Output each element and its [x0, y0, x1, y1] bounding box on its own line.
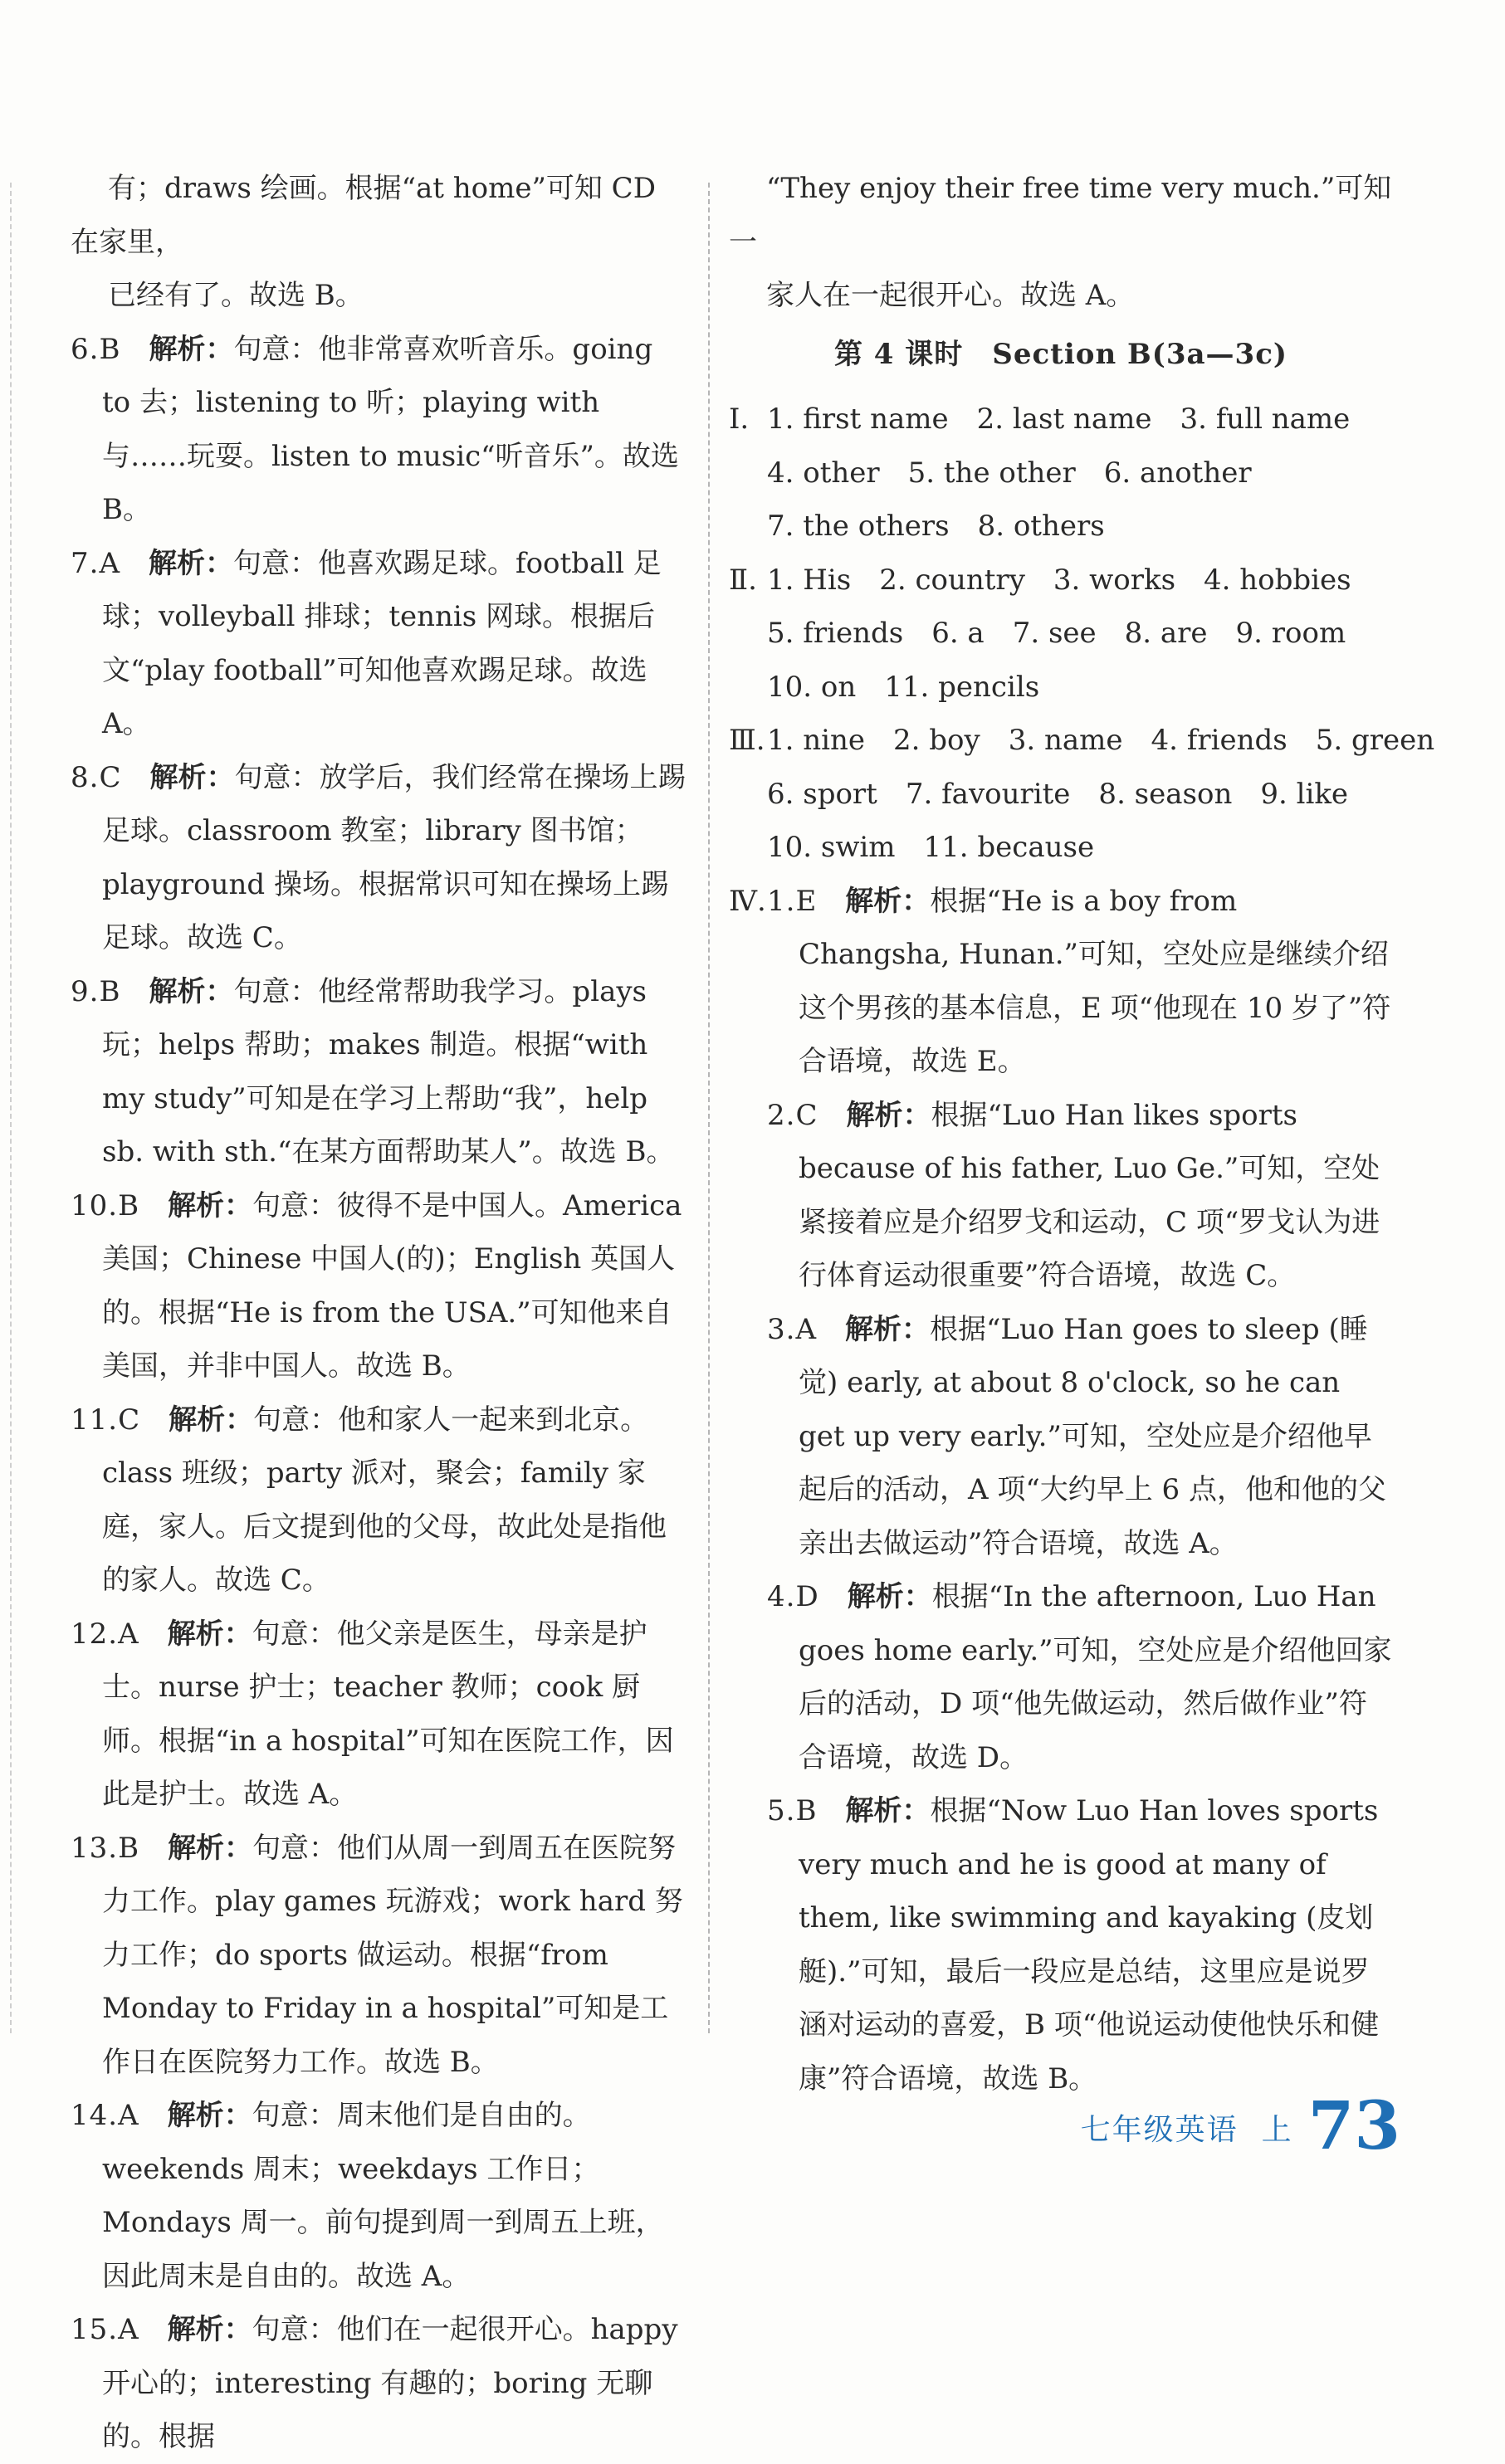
- group-line: 4. other 5. the other 6. another: [767, 456, 1252, 490]
- explanation-text: 句意：周末他们是自由的。weekends 周末；weekdays 工作日；Mondays 周一。前句提到周一到周五上班，因此周末是自由的。故选 A。: [102, 2099, 664, 2293]
- group-line: 7. the others 8. others: [767, 510, 1105, 543]
- explanation-label: 解析：: [845, 1312, 930, 1346]
- explanation-text: 根据“He is a boy from Changsha, Hunan.”可知，空处应是继续介绍这个男孩的基本信息，E 项“他现在 10 岁了”符合语境，故选 E。: [799, 884, 1391, 1078]
- answer-number: 8.C: [71, 760, 122, 794]
- group-line: 10. swim 11. because: [767, 831, 1095, 864]
- group-line: 1. first name 2. last name 3. full name: [767, 403, 1351, 436]
- answer-number: 4.D: [767, 1580, 819, 1613]
- answer-number: 13.B: [71, 1831, 140, 1865]
- explanation-text: 根据“Luo Han goes to sleep (睡觉) early, at about 8 o'clock, so he can get up very early.”可知，空处应是介绍他早起后的活动，A 项“大约早上 6 点，他和他的父亲出去做运动”符合语境，故选 A。: [799, 1312, 1386, 1560]
- explanation-label: 解析：: [168, 1188, 253, 1222]
- answer-number: 5.B: [767, 1794, 818, 1827]
- answer-number: 6.B: [71, 332, 121, 366]
- volume-label: 上: [1261, 2113, 1292, 2147]
- answer-item: [71, 965, 689, 1179]
- explanation-text: 根据“Luo Han likes sports because of his father, Luo Ge.”可知，空处紧接着应是介绍罗戈和运动，C 项“罗戈认为进行体育运动很重要”符合语境，故选 C。: [799, 1098, 1380, 1292]
- answer-item: [71, 537, 689, 751]
- answer-number: 10.B: [71, 1188, 140, 1222]
- answer-item: [767, 1570, 1393, 1784]
- continuation-line: 家人在一起很开心。故选 A。: [766, 279, 1135, 312]
- explanation-text: 根据“In the afternoon, Luo Han goes home early.”可知，空处应是介绍他回家后的活动，D 项“他先做运动，然后做作业”符合语境，故选 D。: [799, 1580, 1392, 1774]
- answer-item: [71, 1179, 689, 1393]
- answer-number: 3.A: [767, 1312, 817, 1346]
- group-label: Ⅳ.: [729, 884, 766, 918]
- answer-number: 2.C: [767, 1098, 818, 1132]
- answer-list: [71, 323, 689, 2464]
- explanation-label: 解析：: [845, 884, 931, 918]
- explanation-text: 句意：彼得不是中国人。America 美国；Chinese 中国人(的)；English 英国人的。根据“He is from the USA.”可知他来自美国，并非中国人。故选 B。: [102, 1188, 682, 1383]
- explanation-text: 句意：他和家人一起来到北京。class 班级；party 派对，聚会；family 家庭，家人。后文提到他的父母，故此处是指他的家人。故选 C。: [102, 1403, 667, 1597]
- answer-number: 14.A: [71, 2099, 139, 2132]
- page-footer: [1080, 2086, 1400, 2164]
- group-line: 1. His 2. country 3. works 4. hobbies: [767, 563, 1351, 597]
- explanation-label: 解析：: [149, 974, 234, 1008]
- answer-item: [71, 1608, 689, 1822]
- explanation-label: 解析：: [845, 1794, 931, 1827]
- explanation-text: 句意：他父亲是医生，母亲是护士。nurse 护士；teacher 教师；cook 厨师。根据“in a hospital”可知在医院工作，因此是护士。故选 A。: [102, 1617, 674, 1811]
- answer-item: [71, 1393, 689, 1608]
- explanation-label: 解析：: [169, 1403, 254, 1437]
- left-column: [71, 162, 689, 2464]
- answer-item: [71, 323, 689, 537]
- column-divider: [708, 183, 710, 2033]
- explanation-label: 解析：: [847, 1580, 932, 1613]
- group-4: [729, 875, 1393, 2106]
- explanation-text: 句意：他们在一起很开心。happy 开心的；interesting 有趣的；boring 无聊的。根据: [102, 2313, 678, 2453]
- explanation-text: 句意：他经常帮助我学习。plays 玩；helps 帮助；makes 制造。根据“with my study”可知是在学习上帮助“我”，help sb. with sth.“在某方面帮助某人”。故选 B。: [102, 974, 675, 1169]
- explanation-label: 解析：: [167, 2313, 252, 2346]
- answer-item: [71, 2089, 689, 2303]
- explanation-text: 根据“Now Luo Han loves sports very much and he is good at many of them, like swimming and kayaking (皮划艇).”可知，最后一段应是总结，这里应是说罗涵对运动的喜爱，B 项“他说运动使他快乐和健康”符合语境，故选 B。: [799, 1794, 1380, 2096]
- explanation-label: 解析：: [167, 1617, 252, 1651]
- group-line: 10. on 11. pencils: [767, 670, 1040, 704]
- continuation-line: 有；draws 绘画。根据“at home”可知 CD 在家里，: [71, 172, 656, 259]
- answer-item: [767, 1303, 1393, 1571]
- section-title: 第 4 课时 Section B(3a—3c): [833, 337, 1288, 371]
- group-2: [729, 554, 1393, 715]
- answer-number: 15.A: [71, 2313, 139, 2346]
- answer-item: [71, 1822, 689, 2090]
- continuation-line: “They enjoy their free time very much.”可知一: [729, 172, 1392, 259]
- answer-item: [767, 875, 1393, 1089]
- answer-number: 1.E: [767, 884, 818, 918]
- explanation-text: 句意：他们从周一到周五在医院努力工作。play games 玩游戏；work hard 努力工作；do sports 做运动。根据“from Monday to Friday in a hospital”可知是工作日在医院努力工作。故选 B。: [102, 1831, 683, 2079]
- group-3: [729, 714, 1435, 875]
- answer-item: [767, 1784, 1393, 2105]
- left-continuation: [71, 162, 689, 323]
- explanation-label: 解析：: [149, 332, 234, 366]
- answer-number: 11.C: [71, 1403, 141, 1437]
- continuation-line: 已经有了。故选 B。: [108, 279, 364, 312]
- explanation-label: 解析：: [149, 760, 235, 794]
- group-line: 1. nine 2. boy 3. name 4. friends 5. green: [767, 724, 1435, 757]
- right-column: [729, 162, 1435, 2105]
- group-1: [729, 393, 1393, 554]
- answer-number: 12.A: [71, 1617, 139, 1651]
- answer-number: 7.A: [71, 546, 120, 580]
- book-label: 七年级英语: [1080, 2113, 1239, 2147]
- answer-item: [71, 2303, 689, 2464]
- page-edge-rule: [10, 183, 12, 2033]
- explanation-label: 解析：: [149, 546, 233, 580]
- explanation-label: 解析：: [167, 2099, 252, 2132]
- page-number: 73: [1307, 2086, 1400, 2164]
- explanation-text: 句意：放学后，我们经常在操场上踢足球。classroom 教室；library 图书馆；playground 操场。根据常识可知在操场上踢足球。故选 C。: [102, 760, 687, 954]
- answer-item: [71, 751, 689, 965]
- answer-list: [767, 875, 1393, 2106]
- explanation-text: 句意：他喜欢踢足球。football 足球；volleyball 排球；tennis 网球。根据后文“play football”可知他喜欢踢足球。故选 A。: [102, 546, 662, 740]
- explanation-text: 句意：他非常喜欢听音乐。going to 去；listening to 听；playing with 与……玩耍。listen to music“听音乐”。故选 B。: [102, 332, 679, 526]
- group-label: Ⅲ.: [729, 724, 765, 757]
- group-label: Ⅰ.: [729, 403, 750, 436]
- group-line: 6. sport 7. favourite 8. season 9. like: [767, 777, 1349, 811]
- answer-item: [767, 1089, 1393, 1303]
- explanation-label: 解析：: [846, 1098, 931, 1132]
- group-line: 5. friends 6. a 7. see 8. are 9. room: [767, 617, 1346, 650]
- right-continuation: [729, 162, 1393, 323]
- explanation-label: 解析：: [168, 1831, 253, 1865]
- answer-number: 9.B: [71, 974, 121, 1008]
- group-label: Ⅱ.: [729, 563, 757, 597]
